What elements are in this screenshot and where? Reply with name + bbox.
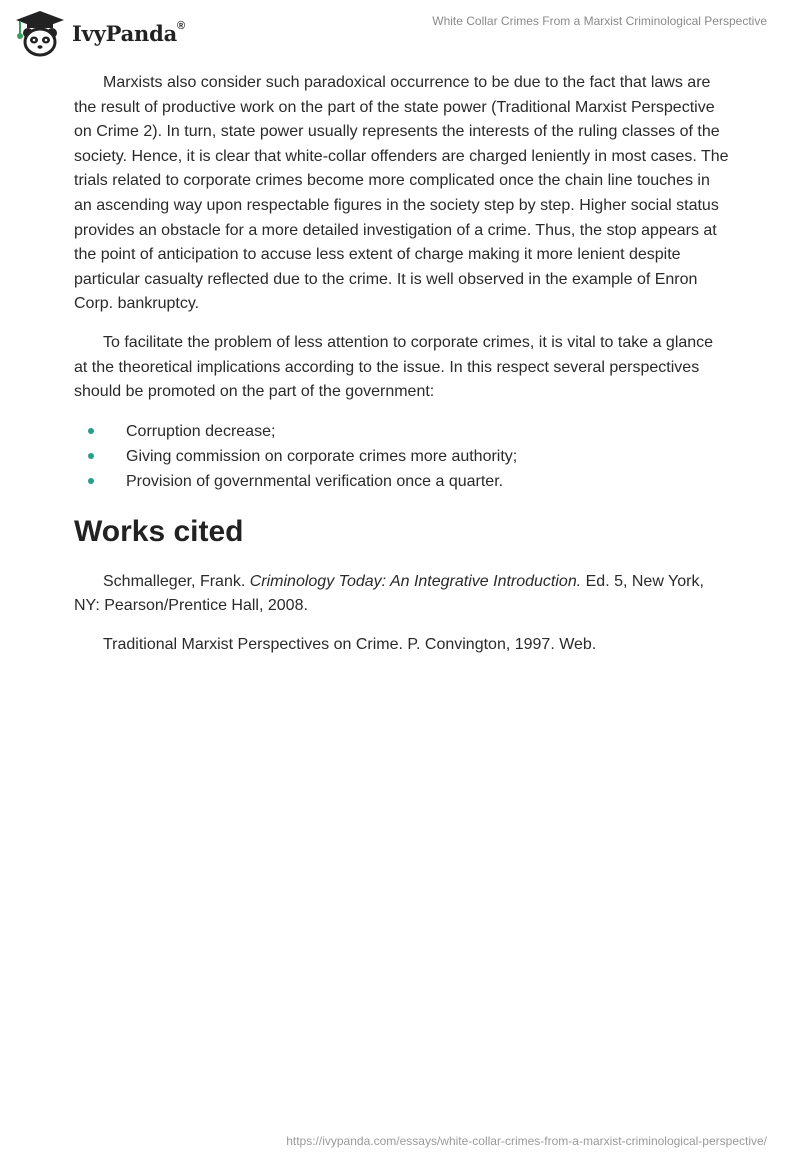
source-url[interactable]: https://ivypanda.com/essays/white-collar-crimes-from-a-marxist-criminological-perspective/ (286, 1134, 767, 1148)
registered-mark: ® (177, 19, 185, 32)
essay-content (74, 71, 730, 672)
list-item (74, 444, 730, 469)
body-paragraph-2: To facilitate the problem of less attention to corporate crimes, it is vital to take a glance at the theoretical implications according to the issue. In this respect several perspectives should be promoted on the part of the government: (74, 333, 714, 401)
brand-name: IvyPanda (72, 20, 178, 46)
works-cited-heading: Works cited (74, 514, 244, 548)
bullet-icon (88, 478, 94, 484)
logo-wordmark (72, 21, 185, 46)
list-item (74, 469, 730, 494)
panda-graduate-icon (14, 9, 66, 57)
list-item (74, 419, 730, 444)
citation-author: Schmalleger, Frank. (103, 572, 250, 590)
perspectives-list (74, 419, 730, 494)
page-header (0, 0, 800, 64)
citation-text: Traditional Marxist Perspectives on Crime. P. Convington, 1997. Web. (103, 635, 597, 653)
list-item-text: Giving commission on corporate crimes more authority; (126, 447, 518, 465)
citation-entry-2 (74, 633, 730, 658)
citation-title: Criminology Today: An Integrative Introduction. (249, 572, 582, 590)
ivypanda-logo[interactable] (14, 8, 185, 58)
citation-publication: Ed. 5, New York, NY: Pearson/Prentice Hall, 2008. (74, 572, 704, 615)
bullet-icon (88, 453, 94, 459)
bullet-icon (88, 428, 94, 434)
body-paragraph-1: Marxists also consider such paradoxical occurrence to be due to the fact that laws are the result of productive work on the part of the state power (Traditional Marxist Perspective on Crime 2). In turn, state power usually represents the interests of the ruling classes of the society. Hence, it is clear that white-collar offenders are charged leniently in most cases. The trials related to corporate crimes become more complicated once the chain line touches in an ascending way upon respectable figures in the society step by step. Higher social status provides an obstacle for a more detailed investigation of a crime. Thus, the stop appears at the point of anticipation to accuse less extent of charge making it more lenient despite particular casualty reflected due to the crime. It is well observed in the example of Enron Corp. bankruptcy. (74, 74, 729, 313)
citation-entry-1 (74, 570, 730, 619)
list-item-text: Provision of governmental verification once a quarter. (126, 472, 504, 490)
list-item-text: Corruption decrease; (126, 422, 276, 440)
document-title: White Collar Crimes From a Marxist Criminological Perspective (432, 14, 767, 28)
